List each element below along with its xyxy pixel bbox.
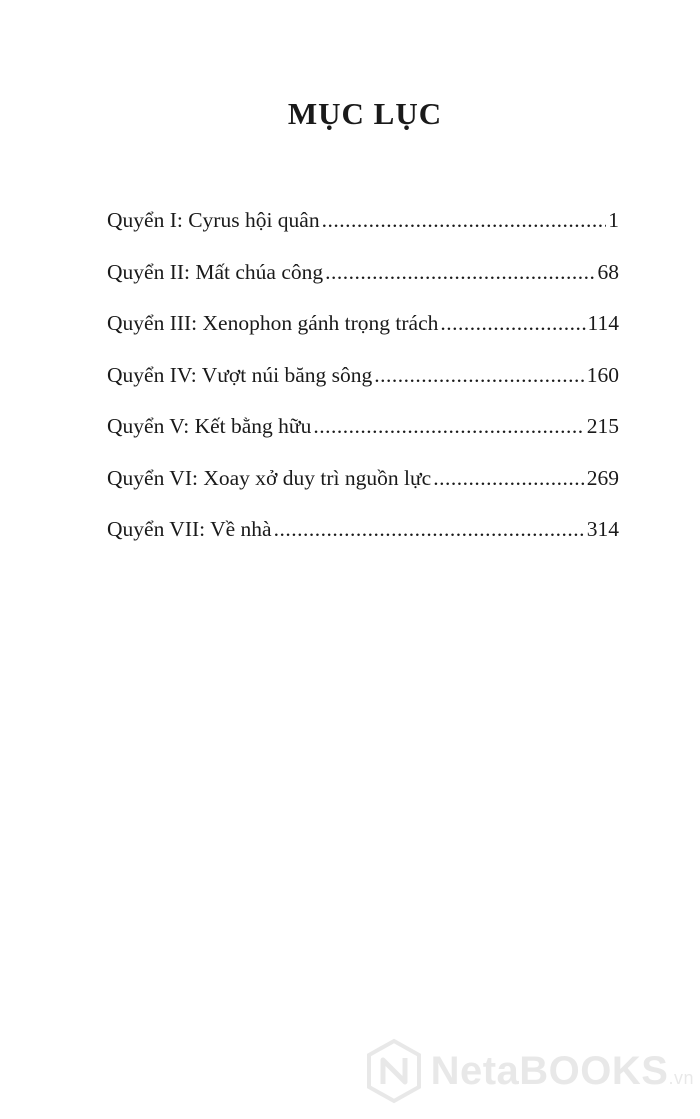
toc-entry-page: 114 [587, 311, 619, 335]
dot-leader [374, 363, 584, 388]
toc-entry [107, 311, 619, 363]
toc-entry-label: Quyển I: Cyrus hội quân [107, 208, 320, 232]
toc-entry-label: Quyển VI: Xoay xở duy trì nguồn lực [107, 465, 432, 490]
dot-leader [433, 466, 585, 491]
toc-entry [107, 517, 619, 569]
dot-leader [325, 260, 595, 285]
toc-entry [107, 260, 619, 312]
toc-entry [107, 363, 619, 415]
page-title: MỤC LỤC [287, 96, 443, 131]
toc-entry-page: 215 [586, 414, 619, 438]
dot-leader [274, 517, 585, 542]
toc-entry-label: Quyển V: Kết bằng hữu [107, 414, 312, 438]
dot-leader [322, 208, 607, 233]
watermark [365, 1031, 694, 1111]
toc-entry-label: Quyển III: Xenophon gánh trọng trách [107, 311, 439, 335]
dot-leader [440, 311, 585, 336]
hexagon-n-logo-icon [365, 1038, 423, 1104]
watermark-brand: NetaBOOKS.vn [430, 1048, 694, 1093]
dot-leader [313, 414, 584, 439]
toc-entry-page: 68 [597, 259, 619, 284]
toc-entry-page: 314 [586, 517, 619, 541]
toc-entry-page: 269 [586, 465, 619, 490]
toc-entry-page: 1 [608, 208, 619, 232]
toc-entry-label: Quyển VII: Về nhà [107, 517, 272, 541]
toc-entry [107, 466, 619, 518]
table-of-contents [107, 208, 619, 569]
toc-entry-label: Quyển II: Mất chúa công [107, 259, 324, 284]
toc-entry [107, 414, 619, 466]
toc-entry-page: 160 [586, 362, 619, 387]
toc-entry [107, 208, 619, 260]
toc-entry-label: Quyển IV: Vượt núi băng sông [107, 362, 373, 387]
